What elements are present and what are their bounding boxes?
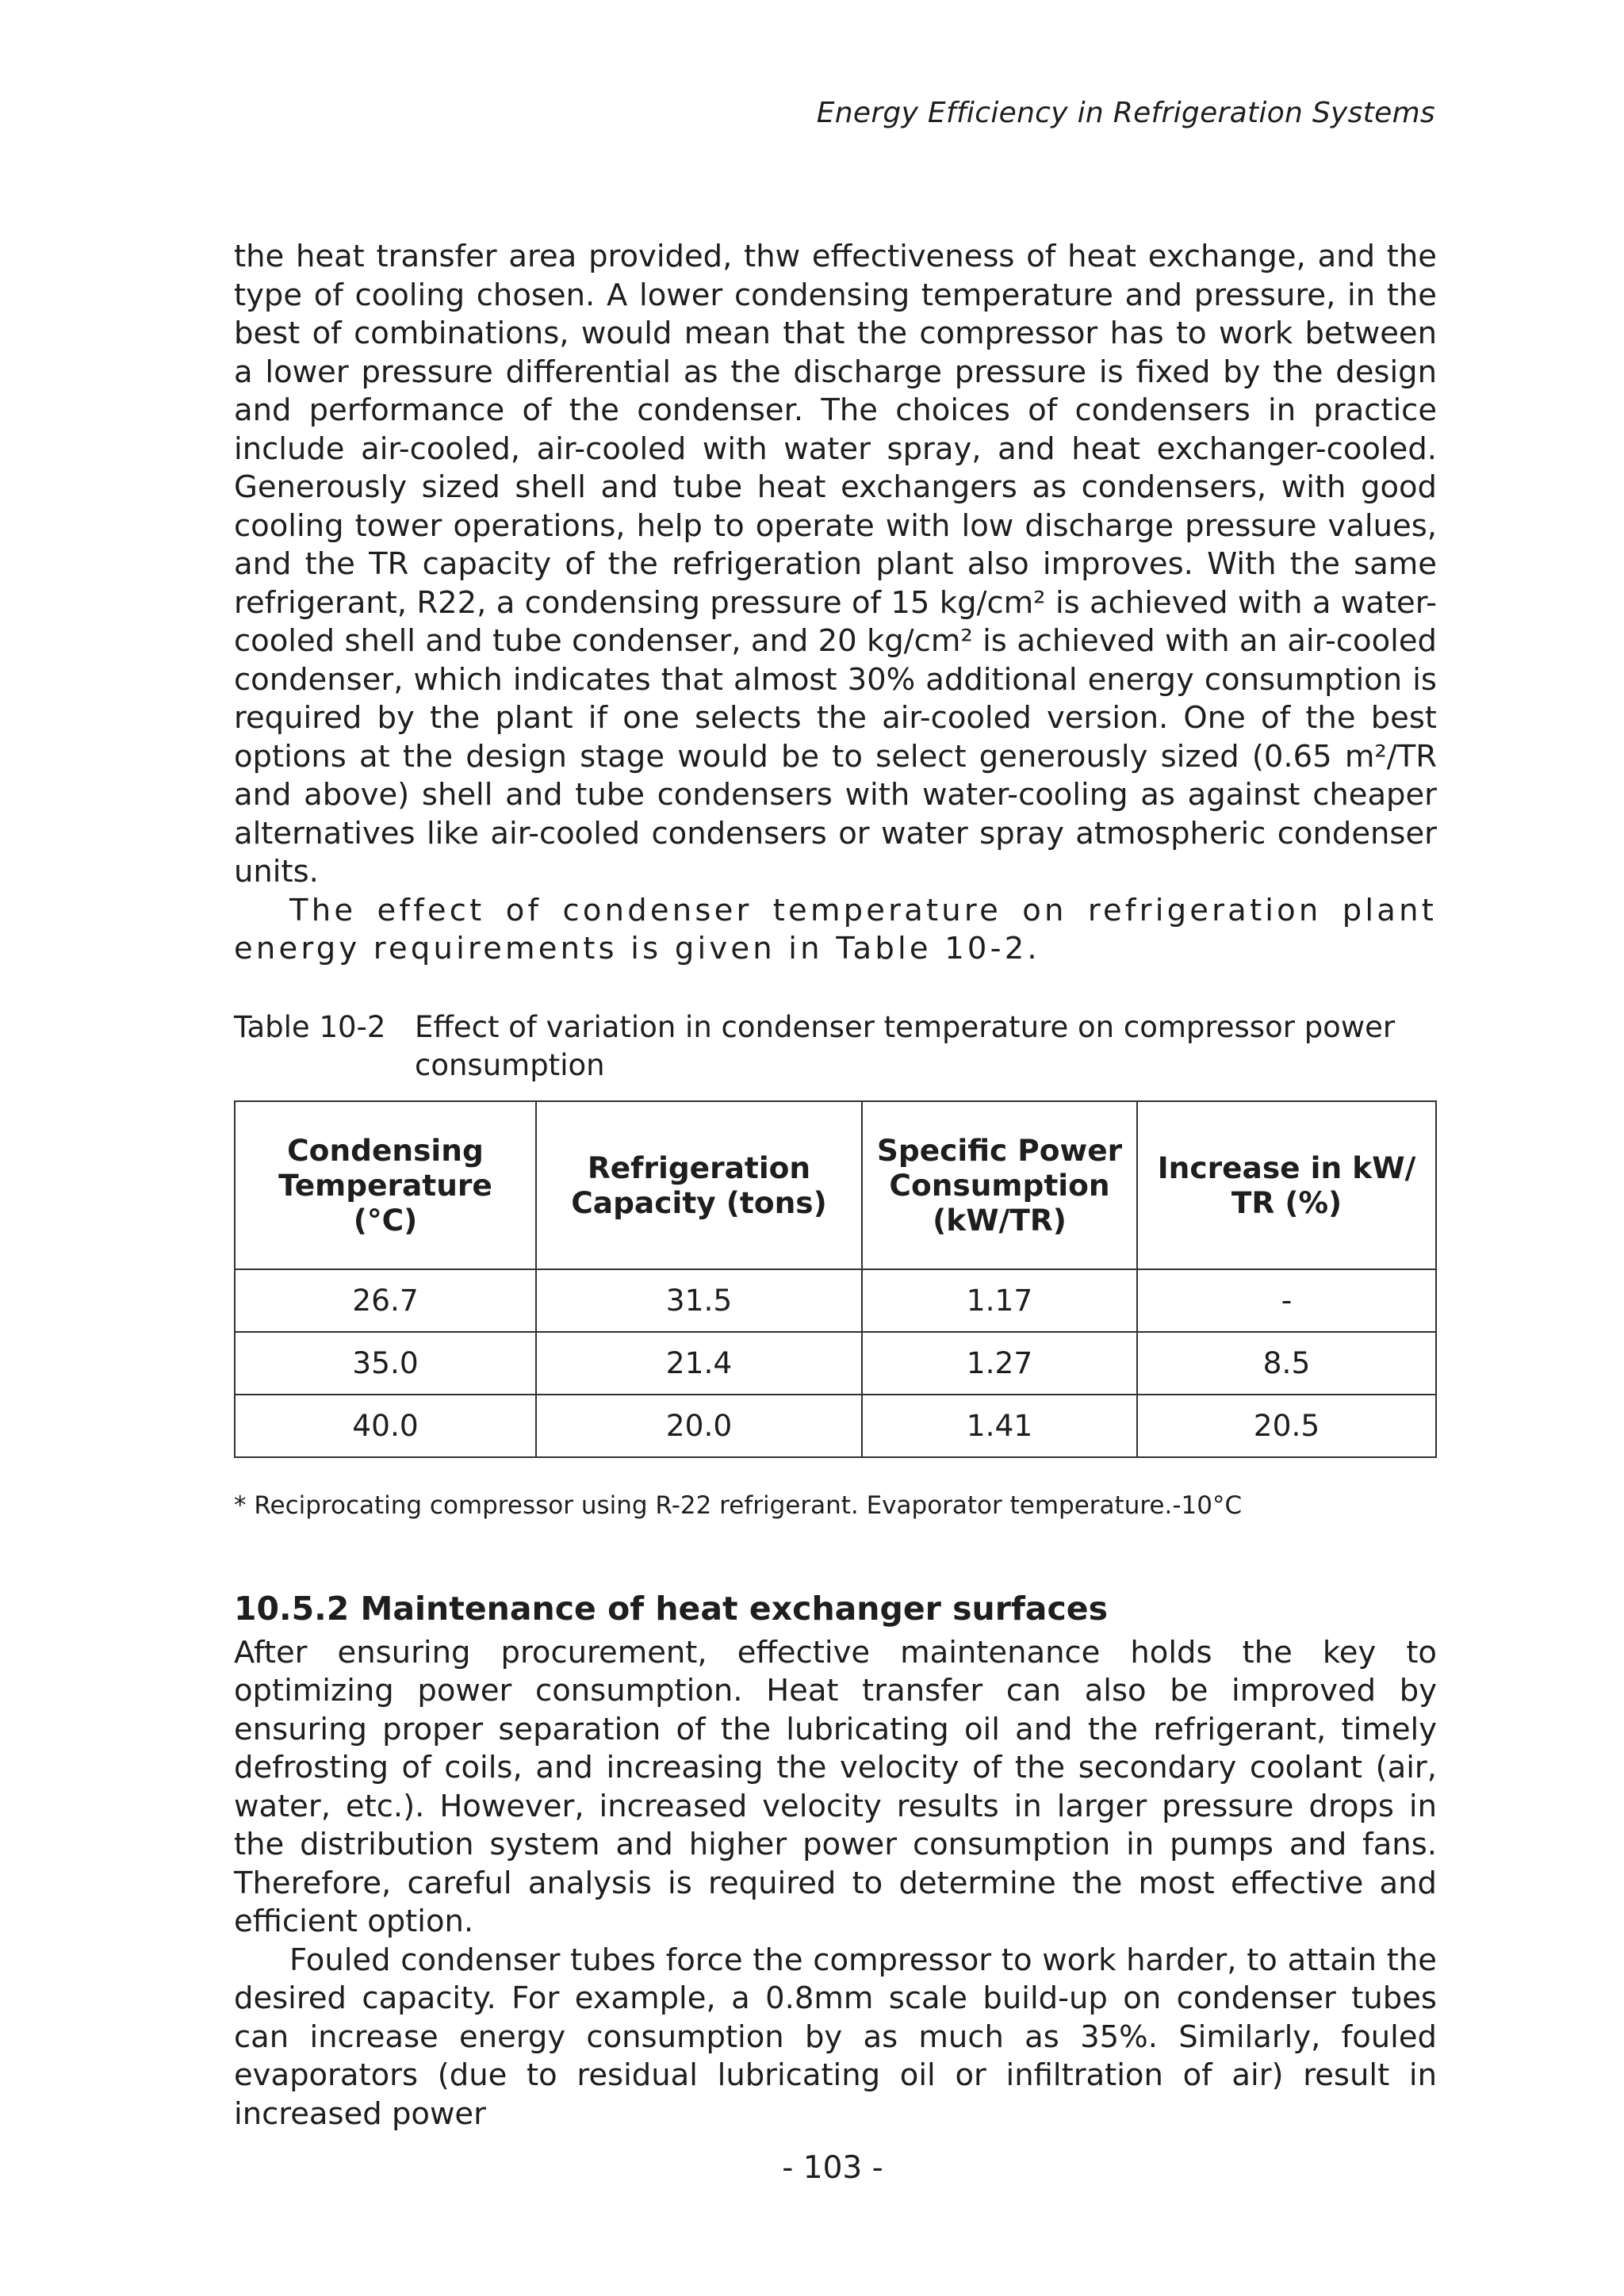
table-cell: 26.7 <box>235 1269 536 1332</box>
table-cell: 20.5 <box>1137 1395 1436 1457</box>
table-footnote: * Reciprocating compressor using R-22 refrigerant. Evaporator temperature.-10°C <box>234 1490 1243 1520</box>
intro-paragraph-1: the heat transfer area provided, thw effectiveness of heat exchange, and the type of cooling chosen. A lower condensing temperature and pressure, in the best of combinations, would mean that the compressor has to work between a lower pressure differential as the discharge pressure is fixed by the design and performance of the condenser. The choices of condensers in practice include air-cooled, air-cooled with water spray, and heat exchanger-cooled. Generously sized shell and tube heat exchangers as condensers, with good cooling tower operations, help to operate with low discharge pressure values, and the TR capacity of the refrigeration plant also improves. With the same refrigerant, R22, a condensing pressure of 15 kg/cm² is achieved with a water-cooled shell and tube condenser, and 20 kg/cm² is achieved with an air-cooled condenser, which indicates that almost 30% additional energy consumption is required by the plant if one selects the air-cooled version. One of the best options at the design stage would be to select generously sized (0.65 m²/TR and above) shell and tube condensers with water-cooling as against cheaper alternatives like air-cooled condensers or water spray atmospheric condenser units. <box>234 239 1437 890</box>
page-content <box>234 238 1437 2133</box>
table-cell: 31.5 <box>536 1269 862 1332</box>
table-cell: 8.5 <box>1137 1332 1436 1395</box>
section-paragraph-1: After ensuring procurement, effective maintenance holds the key to optimizing power consumption. Heat transfer can also be improved by ensuring proper separation of the lubricating oil and the refrigerant, timely defrosting of coils, and increasing the velocity of the secondary coolant (air, water, etc.). However, increased velocity results in larger pressure drops in the distribution system and higher power consumption in pumps and fans. Therefore, careful analysis is required to determine the most effective and efficient option. <box>234 1634 1437 1939</box>
table-caption <box>234 1008 1437 1085</box>
section-paragraph-2: Fouled condenser tubes force the compressor to work harder, to attain the desired capacity. For example, a 0.8mm scale build-up on condenser tubes can increase energy consumption by as much as 35%. Similarly, fouled evaporators (due to residual lubricating oil or infiltration of air) result in increased power <box>234 1942 1437 2132</box>
table-caption-text: Effect of variation in condenser temperature on compressor power consumption <box>415 1009 1396 1082</box>
header-increase-kw-tr: Increase in kW/ TR (%) <box>1137 1101 1436 1269</box>
table-cell: 1.27 <box>862 1332 1137 1395</box>
header-specific-power: Specific Power Consumption (kW/TR) <box>862 1101 1137 1269</box>
table-header-row <box>235 1101 1436 1269</box>
table-cell: 20.0 <box>536 1395 862 1457</box>
table-cell: 35.0 <box>235 1332 536 1395</box>
table-cell: 1.41 <box>862 1395 1137 1457</box>
running-header: Energy Efficiency in Refrigeration Systems <box>816 97 1435 129</box>
header-condensing-temperature: Condensing Temperature (°C) <box>235 1101 536 1269</box>
table-cell: 40.0 <box>235 1395 536 1457</box>
table-cell: - <box>1137 1269 1436 1332</box>
table-row <box>235 1332 1436 1395</box>
condenser-temperature-table <box>234 1100 1437 1458</box>
table-row <box>235 1395 1436 1457</box>
header-refrigeration-capacity: Refrigeration Capacity (tons) <box>536 1101 862 1269</box>
section-heading: 10.5.2 Maintenance of heat exchanger surfaces <box>234 1589 1108 1628</box>
table-row <box>235 1269 1436 1332</box>
table-caption-number: Table 10-2 <box>234 1009 386 1044</box>
intro-paragraph-2: The effect of condenser temperature on refrigeration plant energy requirements is given in Table 10-2. <box>234 892 1437 966</box>
page-number: - 103 - <box>782 2150 883 2186</box>
table-cell: 1.17 <box>862 1269 1137 1332</box>
table-cell: 21.4 <box>536 1332 862 1395</box>
